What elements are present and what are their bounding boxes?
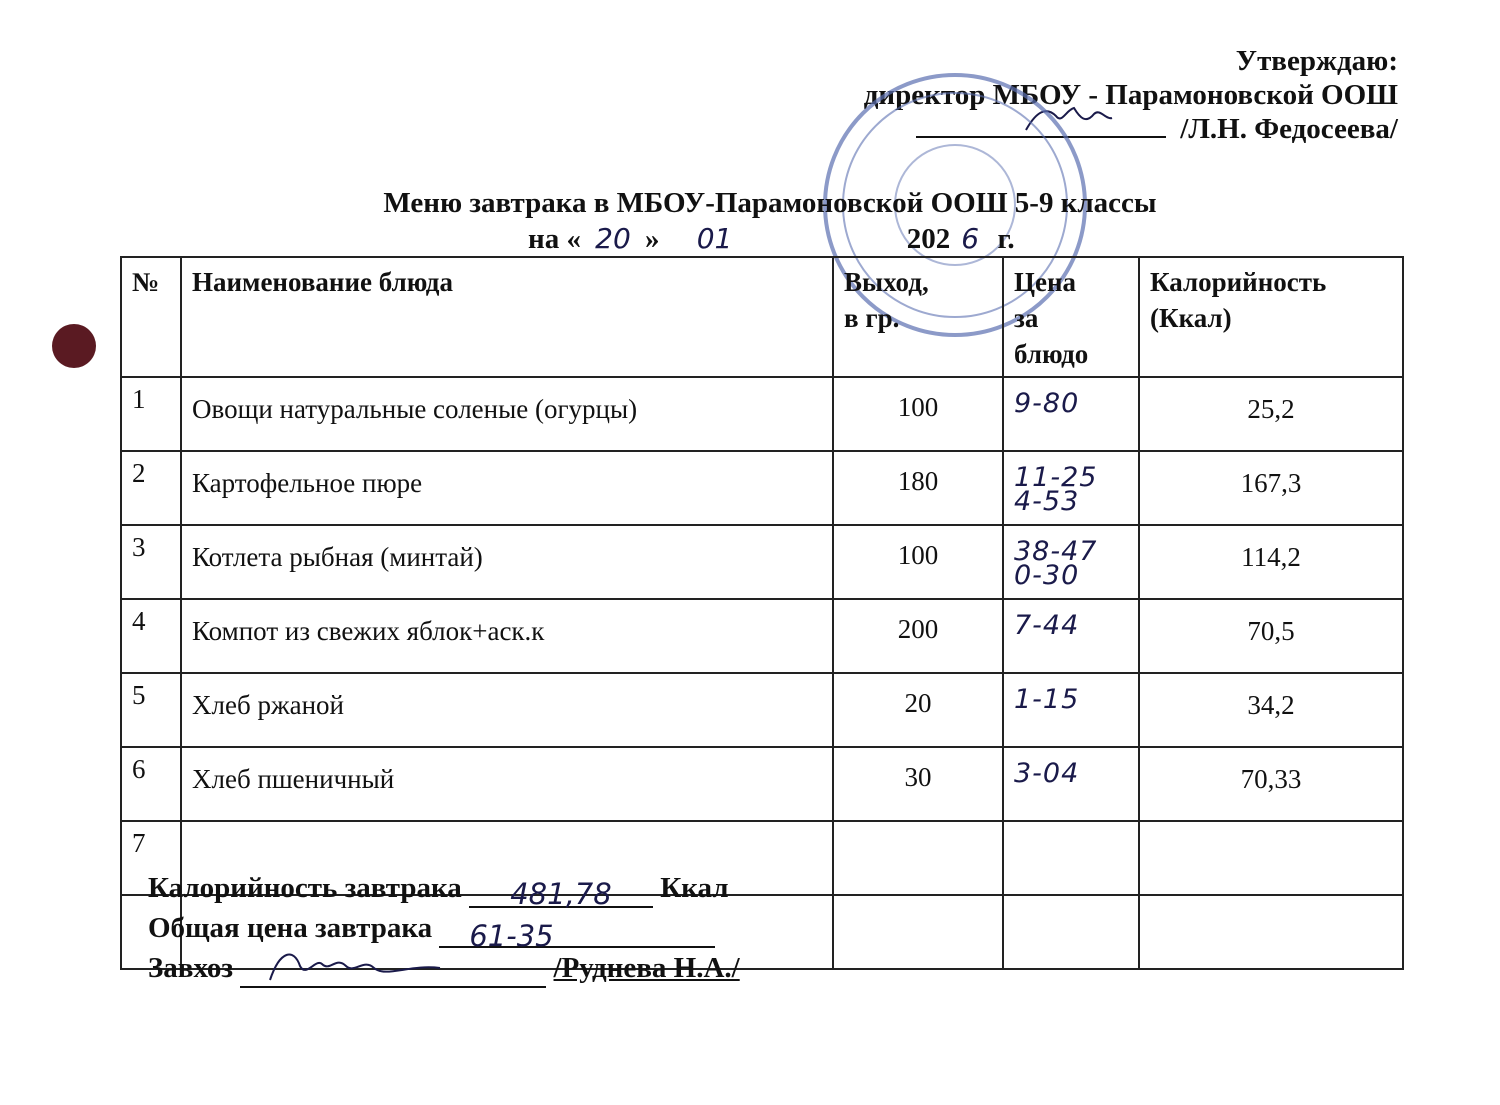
approval-title: Утверждаю:: [1235, 45, 1398, 77]
row-num: 7: [121, 821, 181, 895]
row-dish-name: Хлеб ржаной: [181, 673, 833, 747]
date-mid: »: [644, 223, 660, 255]
row-num: 2: [121, 451, 181, 525]
manager-name: /Руднева Н.А./: [553, 952, 740, 984]
row-dish-name: Картофельное пюре: [181, 451, 833, 525]
row-output: 180: [833, 451, 1003, 525]
row-dish-name: Овощи натуральные соленые (огурцы): [181, 377, 833, 451]
row-price-line1: 11-25: [1014, 462, 1098, 493]
row-price: [1003, 451, 1139, 525]
table-row: [121, 599, 1403, 673]
row-num: 5: [121, 673, 181, 747]
table-row: [121, 673, 1403, 747]
price-label: Общая цена завтрака: [148, 912, 433, 944]
row-calories: 70,33: [1139, 747, 1403, 821]
table-row: [121, 525, 1403, 599]
price-value: 61-35: [439, 916, 715, 948]
manager-signature-scribble: [260, 944, 460, 988]
menu-table: [120, 256, 1404, 970]
row-price-line1: 38-47: [1014, 536, 1098, 567]
header-output-line2: в гр.: [844, 303, 900, 333]
manager-signature: [240, 954, 546, 988]
row-price: [1003, 377, 1139, 451]
row-price-line1: 1-15: [1014, 684, 1080, 715]
row-price: [1003, 895, 1139, 969]
header-price-line2: за: [1014, 303, 1039, 333]
row-num: 1: [121, 377, 181, 451]
manager-label: Завхоз: [148, 952, 234, 984]
header-output-line1: Выход,: [844, 267, 929, 297]
header-price: [1003, 257, 1139, 377]
calories-unit: Ккал: [660, 872, 729, 904]
row-price-line1: 3-04: [1014, 758, 1080, 789]
director-signature-scribble: [916, 102, 1166, 132]
row-calories: 34,2: [1139, 673, 1403, 747]
row-num: 4: [121, 599, 181, 673]
approval-position: директор МБОУ - Парамоновской ООШ: [863, 79, 1398, 111]
calories-value: 481,78: [469, 874, 653, 908]
row-num: 3: [121, 525, 181, 599]
row-output: 100: [833, 525, 1003, 599]
row-num: 6: [121, 747, 181, 821]
date-suffix: г.: [997, 223, 1015, 255]
date-prefix: на «: [528, 223, 581, 255]
header-price-line3: блюдо: [1014, 339, 1089, 369]
row-price-line1: 7-44: [1014, 610, 1080, 641]
footer-block: [148, 868, 740, 988]
director-name: /Л.Н. Федосеева/: [1180, 113, 1398, 145]
date-month: 01: [667, 222, 907, 258]
row-dish-name: Хлеб пшеничный: [181, 747, 833, 821]
row-dish-name: Котлета рыбная (минтай): [181, 525, 833, 599]
row-price: [1003, 821, 1139, 895]
row-calories: 167,3: [1139, 451, 1403, 525]
header-calories-line1: Калорийность: [1150, 267, 1327, 297]
row-price-line1: 9-80: [1014, 388, 1080, 419]
header-calories: [1139, 257, 1403, 377]
header-calories-line2: (Ккал): [1150, 303, 1232, 333]
header-dish-name: Наименование блюда: [181, 257, 833, 377]
row-output: 20: [833, 673, 1003, 747]
calories-label: Калорийность завтрака: [148, 872, 462, 904]
director-signature: [916, 112, 1166, 138]
row-price: [1003, 747, 1139, 821]
footer-manager: [148, 948, 740, 988]
row-calories: [1139, 821, 1403, 895]
date-year-digit: 6: [950, 222, 990, 258]
row-price: [1003, 673, 1139, 747]
table-row: [121, 451, 1403, 525]
row-calories: [1139, 895, 1403, 969]
footer-calories: [148, 868, 740, 911]
approval-block: [864, 44, 1398, 146]
row-calories: 114,2: [1139, 525, 1403, 599]
header-num: №: [121, 257, 181, 377]
row-price: [1003, 599, 1139, 673]
row-output: 100: [833, 377, 1003, 451]
punch-hole-mark: [52, 324, 96, 368]
row-output: 30: [833, 747, 1003, 821]
menu-date: [528, 222, 1015, 258]
table-row: [121, 747, 1403, 821]
row-price: [1003, 525, 1139, 599]
row-dish-name: Компот из свежих яблок+аск.к: [181, 599, 833, 673]
row-output: 200: [833, 599, 1003, 673]
date-day: 20: [581, 222, 645, 258]
footer-price: [148, 908, 740, 953]
row-price-line2: 0-30: [1014, 560, 1080, 591]
row-price-line2: 4-53: [1014, 486, 1080, 517]
table-row: [121, 377, 1403, 451]
row-output: [833, 895, 1003, 969]
header-output: [833, 257, 1003, 377]
table-header-row: [121, 257, 1403, 377]
row-calories: 25,2: [1139, 377, 1403, 451]
row-calories: 70,5: [1139, 599, 1403, 673]
header-price-line1: Цена: [1014, 267, 1077, 297]
row-output: [833, 821, 1003, 895]
approval-signature-line: [864, 112, 1398, 146]
date-year-prefix: 202: [906, 223, 951, 255]
menu-title: Меню завтрака в МБОУ-Парамоновской ООШ 5-9 классы: [383, 187, 1157, 219]
